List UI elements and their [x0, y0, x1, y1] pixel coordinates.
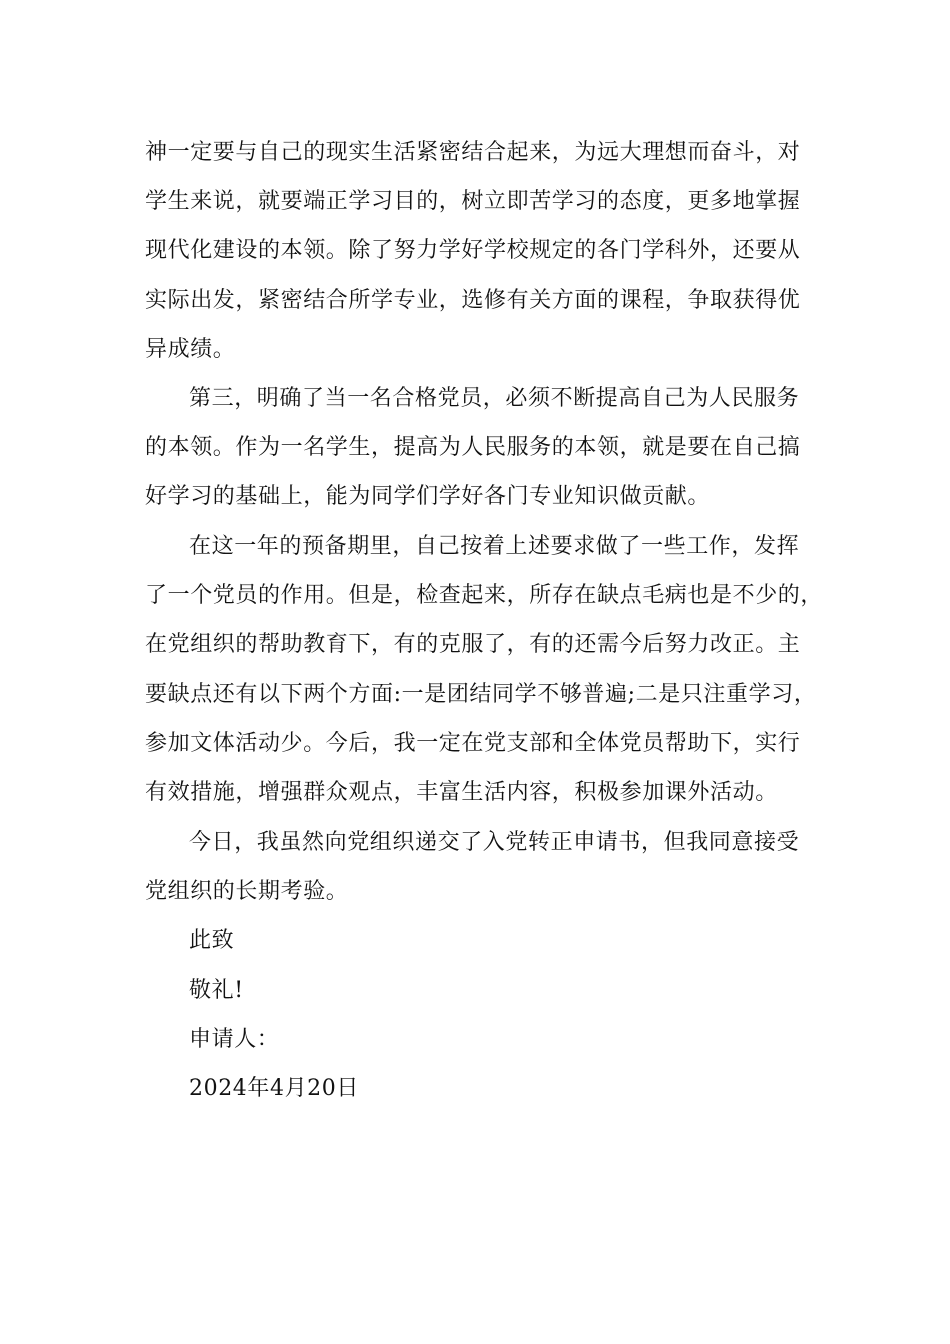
- paragraph-first-line: 今日，我虽然向党组织递交了入党转正申请书，但我同意接受: [189, 830, 800, 855]
- body-line: 神一定要与自己的现实生活紧密结合起来，为远大理想而奋斗，对: [145, 140, 801, 165]
- closing-salutation: 此致: [189, 928, 235, 953]
- body-line: 的本领。作为一名学生，提高为人民服务的本领，就是要在自己搞: [145, 435, 801, 460]
- paragraph-first-line: 第三，明确了当一名合格党员，必须不断提高自己为人民服务: [189, 386, 800, 411]
- closing-respect: 敬礼!: [189, 978, 244, 1003]
- body-line: 异成绩。: [145, 337, 236, 362]
- body-line: 有效措施，增强群众观点，丰富生活内容，积极参加课外活动。: [145, 780, 778, 805]
- body-line: 实际出发，紧密结合所学专业，选修有关方面的课程，争取获得优: [145, 288, 801, 313]
- paragraph-first-line: 在这一年的预备期里，自己按着上述要求做了一些工作，发挥: [189, 534, 800, 559]
- body-line: 现代化建设的本领。除了努力学好学校规定的各门学科外，还要从: [145, 238, 801, 263]
- applicant-label: 申请人：: [189, 1027, 280, 1052]
- body-line: 好学习的基础上，能为同学们学好各门专业知识做贡献。: [145, 484, 711, 509]
- body-line: 参加文体活动少。今后，我一定在党支部和全体党员帮助下，实行: [145, 731, 801, 756]
- signature-date: 2024年4月20日: [189, 1076, 359, 1101]
- body-line: 学生来说，就要端正学习目的，树立即苦学习的态度，更多地掌握: [145, 189, 801, 214]
- body-line: 要缺点还有以下两个方面:一是团结同学不够普遍;二是只注重学习，: [145, 682, 817, 707]
- body-line: 在党组织的帮助教育下，有的克服了，有的还需今后努力改正。主: [145, 632, 801, 657]
- body-line: 党组织的长期考验。: [145, 879, 349, 904]
- body-line: 了一个党员的作用。但是，检查起来，所存在缺点毛病也是不少的，: [145, 583, 824, 608]
